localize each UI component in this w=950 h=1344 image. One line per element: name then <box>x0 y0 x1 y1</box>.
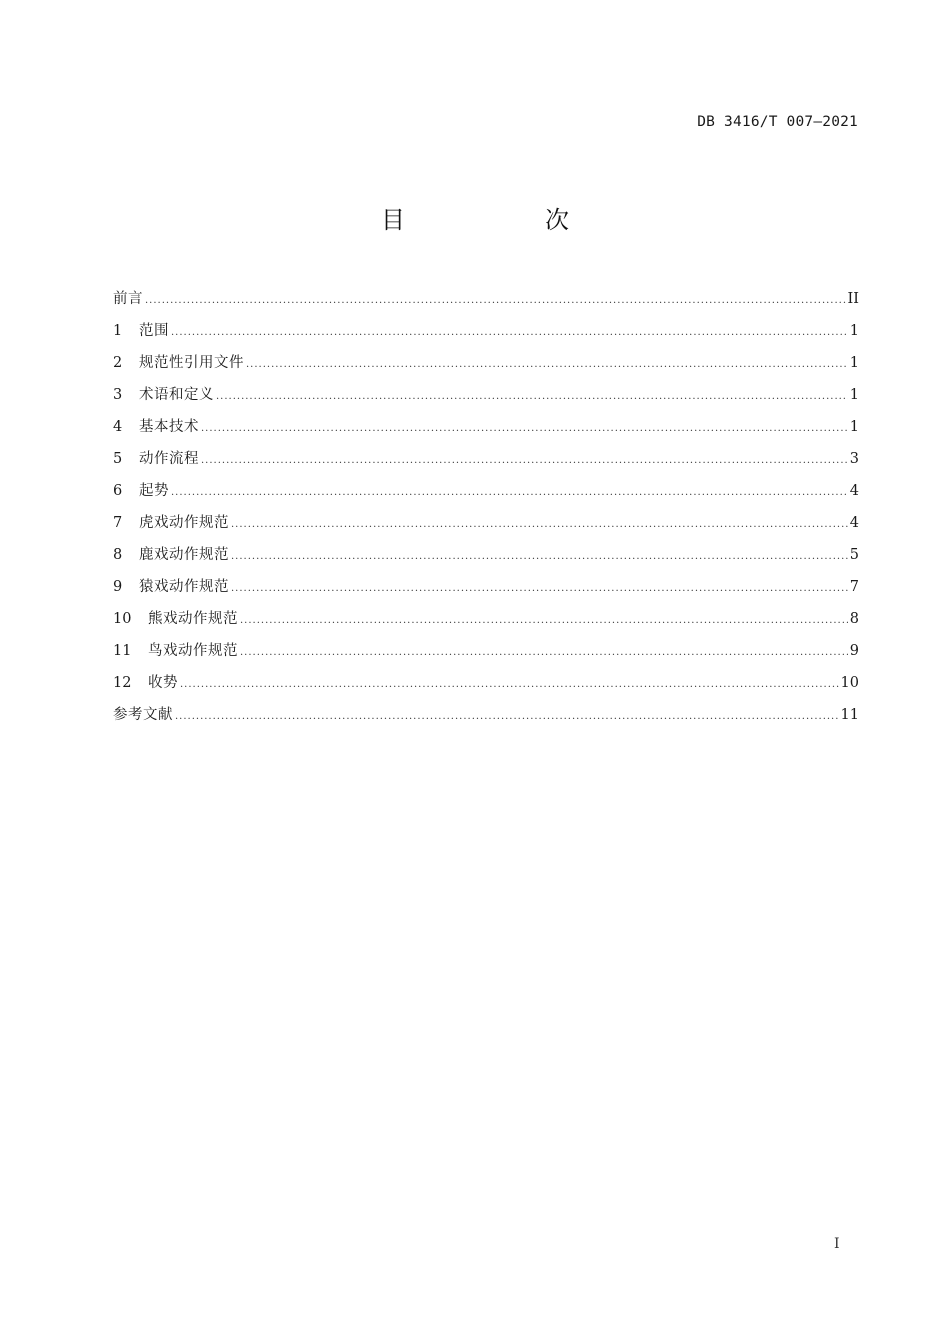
toc-dot-leader <box>180 672 839 698</box>
toc-entry-page: 5 <box>849 547 859 563</box>
toc-entry-page: 1 <box>849 419 859 435</box>
toc-entry[interactable] <box>113 606 859 638</box>
toc-entry-number: 3 <box>113 387 123 403</box>
toc-dot-leader <box>231 576 848 602</box>
toc-entry[interactable] <box>113 350 859 382</box>
toc-entry-page: 3 <box>849 451 859 467</box>
toc-entry-number: 9 <box>113 579 123 595</box>
toc-entry-label: 规范性引用文件 <box>139 355 244 371</box>
toc-entry-label: 虎戏动作规范 <box>139 515 229 531</box>
document-code: DB 3416/T 007—2021 <box>697 114 858 130</box>
toc-entry-references[interactable] <box>113 702 859 734</box>
toc-entry[interactable] <box>113 446 859 478</box>
toc-entry-page: 11 <box>840 707 859 723</box>
toc-entry-label: 熊戏动作规范 <box>148 611 238 627</box>
toc-entry-page: 8 <box>849 611 859 627</box>
toc-entry-label: 术语和定义 <box>139 387 214 403</box>
toc-entry-number: 10 <box>113 611 132 627</box>
toc-entry-page: 1 <box>849 387 859 403</box>
toc-dot-leader <box>171 320 848 346</box>
toc-entry[interactable] <box>113 382 859 414</box>
toc-entry-page: 1 <box>849 323 859 339</box>
toc-entry-number: 6 <box>113 483 123 499</box>
toc-entry-label: 前言 <box>113 291 143 307</box>
toc-entry-page: 10 <box>840 675 859 691</box>
toc-entry-number: 1 <box>113 323 123 339</box>
toc-entry[interactable] <box>113 574 859 606</box>
toc-entry-number: 8 <box>113 547 123 563</box>
toc-dot-leader <box>231 544 848 570</box>
toc-dot-leader <box>175 704 839 730</box>
toc-entry[interactable] <box>113 478 859 510</box>
toc-entry-label: 动作流程 <box>139 451 199 467</box>
page-title: 目 次 <box>381 206 627 234</box>
toc-entry-number: 5 <box>113 451 123 467</box>
table-of-contents <box>113 286 859 734</box>
toc-entry-label: 范围 <box>139 323 169 339</box>
toc-entry-page: 4 <box>849 483 859 499</box>
toc-dot-leader <box>145 288 846 314</box>
toc-entry-label: 猿戏动作规范 <box>139 579 229 595</box>
toc-entry[interactable] <box>113 510 859 542</box>
toc-entry-label: 收势 <box>148 675 178 691</box>
toc-entry-label: 鸟戏动作规范 <box>148 643 238 659</box>
toc-entry-number: 7 <box>113 515 123 531</box>
toc-entry-number: 2 <box>113 355 123 371</box>
toc-entry-page: 9 <box>849 643 859 659</box>
toc-entry-number: 11 <box>113 643 132 659</box>
toc-entry-page: 1 <box>849 355 859 371</box>
toc-dot-leader <box>171 480 848 506</box>
toc-dot-leader <box>231 512 848 538</box>
toc-entry-page: 7 <box>849 579 859 595</box>
toc-dot-leader <box>216 384 848 410</box>
toc-entry-number: 12 <box>113 675 132 691</box>
toc-entry-label: 鹿戏动作规范 <box>139 547 229 563</box>
toc-entry-foreword[interactable] <box>113 286 859 318</box>
toc-entry-page: II <box>847 291 859 307</box>
toc-entry-number: 4 <box>113 419 123 435</box>
toc-entry[interactable] <box>113 414 859 446</box>
toc-entry[interactable] <box>113 638 859 670</box>
toc-entry-label: 起势 <box>139 483 169 499</box>
toc-entry[interactable] <box>113 670 859 702</box>
toc-entry-label: 参考文献 <box>113 707 173 723</box>
toc-dot-leader <box>240 608 848 634</box>
toc-entry[interactable] <box>113 542 859 574</box>
page-number: I <box>834 1236 840 1252</box>
toc-entry-label: 基本技术 <box>139 419 199 435</box>
toc-entry-page: 4 <box>849 515 859 531</box>
toc-entry[interactable] <box>113 318 859 350</box>
toc-dot-leader <box>246 352 848 378</box>
toc-dot-leader <box>201 416 848 442</box>
toc-dot-leader <box>240 640 848 666</box>
toc-dot-leader <box>201 448 848 474</box>
